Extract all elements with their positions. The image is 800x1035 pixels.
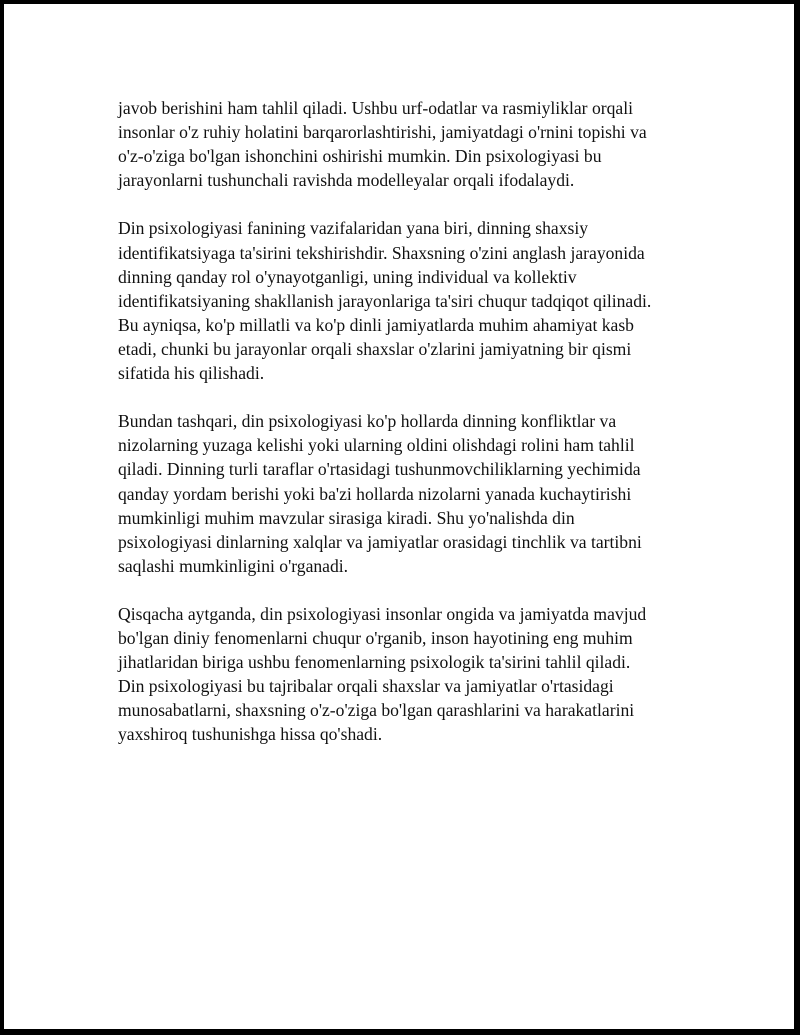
text-line: etadi, chunki bu jarayonlar orqali shaxslar o'zlarini jamiyatning bir qismi <box>118 338 632 359</box>
text-line: identifikatsiyaga ta'sirini tekshirishdir. Shaxsning o'zini anglash jarayonida <box>118 242 645 263</box>
text-line: yaxshiroq tushunishga hissa qo'shadi. <box>118 724 383 745</box>
paragraph-3 <box>118 409 698 578</box>
text-line: Din psixologiyasi fanining vazifalaridan yana biri, dinning shaxsiy <box>118 218 589 239</box>
text-line: Bu ayniqsa, ko'p millatli va ko'p dinli jamiyatlarda muhim ahamiyat kasb <box>118 314 634 335</box>
text-line: nizolarning yuzaga kelishi yoki ularning oldini olishdagi rolini ham tahlil <box>118 435 635 456</box>
text-line: bo'lgan diniy fenomenlarni chuqur o'rganib, inson hayotining eng muhim <box>118 628 633 649</box>
paragraph-4 <box>118 602 698 747</box>
text-line: Qisqacha aytganda, din psixologiyasi insonlar ongida va jamiyatda mavjud <box>118 603 647 624</box>
text-line: Bundan tashqari, din psixologiyasi ko'p hollarda dinning konfliktlar va <box>118 411 617 432</box>
text-line: saqlashi mumkinligini o'rganadi. <box>118 555 349 576</box>
text-line: qiladi. Dinning turli taraflar o'rtasidagi tushunmovchiliklarning yechimida <box>118 459 641 480</box>
document-body <box>118 96 698 771</box>
paragraph-1 <box>118 96 698 192</box>
text-line: sifatida his qilishadi. <box>118 363 265 384</box>
text-line: dinning qanday rol o'ynayotganligi, uning individual va kollektiv <box>118 266 577 287</box>
paragraph-2 <box>118 216 698 385</box>
text-line: identifikatsiyaning shakllanish jarayonlariga ta'siri chuqur tadqiqot qilinadi. <box>118 290 652 311</box>
text-line: munosabatlarni, shaxsning o'z-o'ziga bo'lgan qarashlarini va harakatlarini <box>118 700 635 721</box>
text-line: jihatlaridan biriga ushbu fenomenlarning psixologik ta'sirini tahlil qiladi. <box>118 652 631 673</box>
text-line: jarayonlarni tushunchali ravishda modelleyalar orqali ifodalaydi. <box>118 170 575 191</box>
text-line: javob berishini ham tahlil qiladi. Ushbu urf-odatlar va rasmiyliklar orqali <box>118 98 633 118</box>
text-line: insonlar o'z ruhiy holatini barqarorlashtirishi, jamiyatdagi o'rnini topishi va <box>118 122 647 143</box>
text-line: mumkinligi muhim mavzular sirasiga kiradi. Shu yo'nalishda din <box>118 507 575 528</box>
text-line: Din psixologiyasi bu tajribalar orqali shaxslar va jamiyatlar o'rtasidagi <box>118 676 614 697</box>
text-line: psixologiyasi dinlarning xalqlar va jamiyatlar orasidagi tinchlik va tartibni <box>118 531 642 552</box>
text-line: o'z-o'ziga bo'lgan ishonchini oshirishi mumkin. Din psixologiyasi bu <box>118 146 602 167</box>
text-line: qanday yordam berishi yoki ba'zi hollarda nizolarni yanada kuchaytirishi <box>118 483 632 504</box>
